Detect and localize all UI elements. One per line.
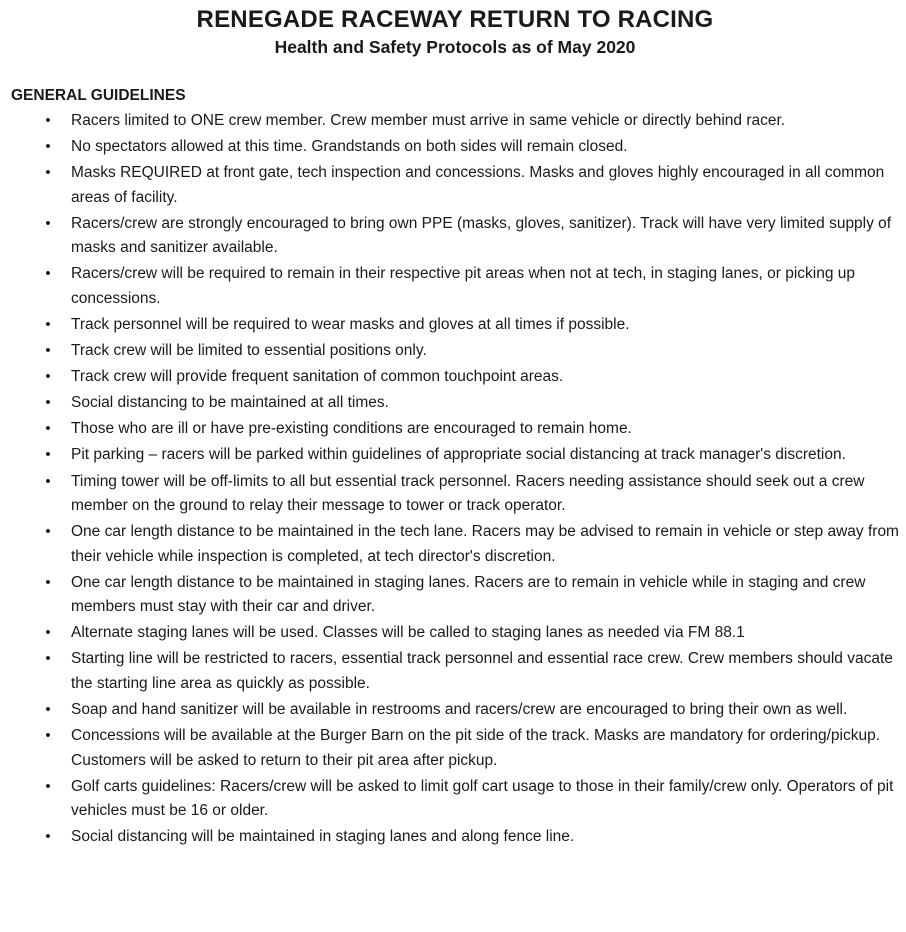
guideline-item [10, 724, 900, 773]
guideline-text: Racers limited to ONE crew member. Crew member must arrive in same vehicle or directly behind racer. [71, 112, 786, 129]
guideline-item [10, 520, 900, 569]
guideline-item [10, 417, 900, 442]
guideline-text: Alternate staging lanes will be used. Classes will be called to staging lanes as needed via FM 88.1 [71, 624, 745, 642]
bullet-icon: • [45, 624, 51, 642]
guideline-item [10, 313, 900, 338]
bullet-icon: • [45, 214, 51, 232]
bullet-icon: • [45, 342, 51, 360]
bullet-icon: • [45, 650, 51, 668]
guideline-item [10, 161, 900, 210]
guideline-text: Timing tower will be off-limits to all but essential track personnel. Racers needing assistance should seek out a crew member on the ground to relay their message to tower or track operator. [71, 472, 865, 515]
guideline-item [10, 212, 900, 261]
guideline-text: Concessions will be available at the Burger Barn on the pit side of the track. Masks are mandatory for ordering/pickup. Customers will be asked to return to their pit area after pickup. [71, 727, 880, 769]
bullet-icon: • [45, 828, 51, 846]
bullet-icon: • [45, 112, 51, 129]
guideline-item [10, 647, 900, 696]
guideline-text: One car length distance to be maintained in staging lanes. Racers are to remain in vehicle while in staging and crew members must stay with their car and driver. [71, 573, 866, 616]
guideline-item [10, 365, 900, 390]
guideline-text: Masks REQUIRED at front gate, tech inspection and concessions. Masks and gloves highly encouraged in all common areas of facility. [71, 164, 885, 206]
bullet-icon: • [45, 701, 51, 718]
guideline-text: Social distancing will be maintained in staging lanes and along fence line. [71, 828, 575, 846]
guideline-text: Starting line will be restricted to racers, essential track personnel and essential race crew. Crew members should vacate the starting line area as quickly as possible. [71, 650, 893, 692]
bullet-icon: • [45, 523, 51, 541]
bullet-icon: • [45, 315, 51, 333]
guideline-text: Social distancing to be maintained at all times. [71, 394, 389, 412]
bullet-icon: • [45, 164, 51, 182]
guideline-item [10, 571, 900, 620]
bullet-icon: • [45, 777, 51, 795]
guideline-item [10, 262, 900, 311]
guideline-item [10, 135, 900, 160]
guideline-text: Racers/crew are strongly encouraged to bring own PPE (masks, gloves, sanitizer). Track will have very limited supply of masks and sanitizer available. [71, 214, 892, 257]
guideline-text: Golf carts guidelines: Racers/crew will be asked to limit golf cart usage to those in their family/crew only. Operators of pit vehicles must be 16 or older. [71, 777, 894, 820]
guideline-text: One car length distance to be maintained in the tech lane. Racers may be advised to remain in vehicle or step away from their vehicle while inspection is completed, at tech director's discretion. [71, 523, 899, 565]
guideline-item [10, 698, 900, 723]
guideline-text: Pit parking – racers will be parked within guidelines of appropriate social distancing at track manager's discretion. [71, 446, 846, 464]
document-title: RENEGADE RACEWAY RETURN TO RACING [196, 6, 714, 33]
bullet-icon: • [45, 573, 51, 591]
guideline-item [10, 391, 900, 416]
section-heading: GENERAL GUIDELINES [11, 87, 186, 104]
guideline-text: Track crew will be limited to essential positions only. [71, 342, 427, 360]
guideline-item [10, 470, 900, 519]
bullet-icon: • [45, 368, 51, 386]
guideline-text: Track crew will provide frequent sanitation of common touchpoint areas. [71, 368, 564, 386]
bullet-icon: • [45, 394, 51, 412]
guideline-item [10, 621, 900, 646]
bullet-icon: • [45, 420, 51, 438]
guideline-text: Those who are ill or have pre-existing conditions are encouraged to remain home. [71, 420, 632, 438]
bullet-icon: • [45, 265, 51, 283]
document-subtitle: Health and Safety Protocols as of May 2020 [274, 37, 636, 57]
guideline-text: Racers/crew will be required to remain in their respective pit areas when not at tech, in staging lanes, or picking up concessions. [71, 265, 856, 307]
guideline-text: Soap and hand sanitizer will be available in restrooms and racers/crew are encouraged to bring their own as well. [71, 701, 848, 718]
bullet-icon: • [45, 138, 51, 156]
guideline-item [10, 109, 900, 134]
guideline-text: No spectators allowed at this time. Grandstands on both sides will remain closed. [71, 138, 628, 156]
bullet-icon: • [45, 472, 51, 490]
guideline-item [10, 443, 900, 468]
bullet-icon: • [45, 446, 51, 464]
guideline-text: Track personnel will be required to wear masks and gloves at all times if possible. [71, 315, 630, 333]
guideline-item [10, 825, 900, 850]
guideline-item [10, 775, 900, 824]
bullet-icon: • [45, 727, 51, 745]
guideline-item [10, 339, 900, 364]
guidelines-list [10, 109, 900, 850]
